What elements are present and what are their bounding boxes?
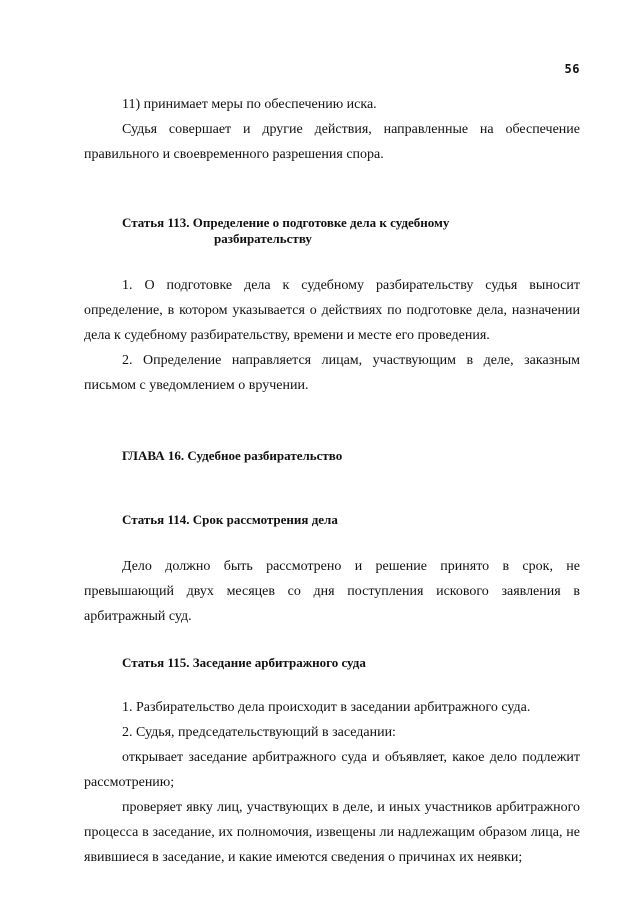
page-number: 56 (564, 62, 580, 76)
article-115-paragraph-2: 2. Судья, председательствующий в заседании: (122, 725, 396, 740)
article-113-heading (84, 215, 580, 247)
article-115-heading: Статья 115. Заседание арбитражного суда (122, 655, 366, 670)
article-115-paragraph-checks: проверяет явку лиц, участвующих в деле, и иных участников арбитражного процесса в заседание, их полномочия, извещены ли надлежащим образом лица, не явившиеся в заседание, и какие имеются сведения о причинах их неявки; (84, 800, 580, 865)
paragraph-item-11: 11) принимает меры по обеспечению иска. (122, 97, 377, 112)
article-114-heading: Статья 114. Срок рассмотрения дела (122, 512, 338, 527)
article-115-paragraph-opens: открывает заседание арбитражного суда и объявляет, какое дело подлежит рассмотрению; (84, 750, 580, 790)
article-113-heading-line-1: Статья 113. Определение о подготовке дела к судебному (122, 215, 450, 230)
article-113-paragraph-2: 2. Определение направляется лицам, участвующим в деле, заказным письмом с уведомлением о вручении. (84, 353, 580, 393)
page-body (84, 92, 580, 870)
article-113-heading-line-2: разбирательству (214, 231, 312, 246)
paragraph-other-actions: Судья совершает и другие действия, направленные на обеспечение правильного и своевременного разрешения спора. (84, 122, 580, 162)
article-115-paragraph-1: 1. Разбирательство дела происходит в заседании арбитражного суда. (122, 700, 531, 715)
article-113-paragraph-1: 1. О подготовке дела к судебному разбирательству судья выносит определение, в котором указывается о действиях по подготовке дела, назначении дела к судебному разбирательству, времени и месте его проведения. (84, 278, 580, 343)
chapter-16-heading: ГЛАВА 16. Судебное разбирательство (122, 448, 343, 463)
article-114-paragraph: Дело должно быть рассмотрено и решение принято в срок, не превышающий двух месяцев со дня поступления искового заявления в арбитражный суд. (84, 559, 580, 624)
